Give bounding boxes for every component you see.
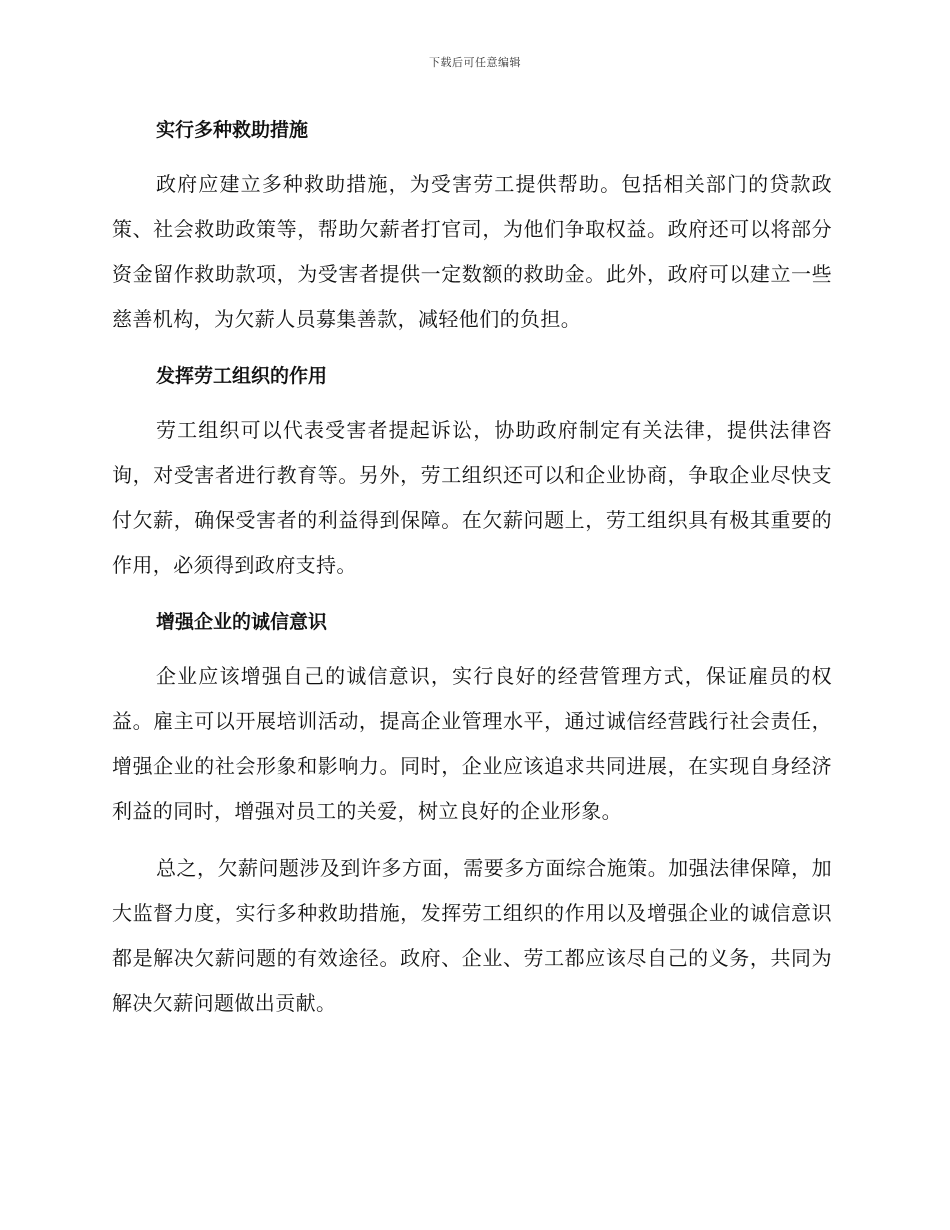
- section-paragraph-relief-measures: 政府应建立多种救助措施，为受害劳工提供帮助。包括相关部门的贷款政策、社会救助政策等，帮助欠薪者打官司，为他们争取权益。政府还可以将部分资金留作救助款项，为受害者提供一定数额的救助金。此外，政府可以建立一些慈善机构，为欠薪人员募集善款，减轻他们的负担。: [112, 172, 832, 331]
- conclusion-paragraph: 总之，欠薪问题涉及到许多方面，需要多方面综合施策。加强法律保障，加大监督力度，实行多种救助措施，发挥劳工组织的作用以及增强企业的诚信意识都是解决欠薪问题的有效途径。政府、企业、劳工都应该尽自己的义务，共同为解决欠薪问题做出贡献。: [112, 856, 832, 1015]
- document-body: [112, 108, 832, 1038]
- section-paragraph-corporate-integrity: 企业应该增强自己的诚信意识，实行良好的经营管理方式，保证雇员的权益。雇主可以开展培训活动，提高企业管理水平，通过诚信经营践行社会责任，增强企业的社会形象和影响力。同时，企业应该追求共同进展，在实现自身经济利益的同时，增强对员工的关爱，树立良好的企业形象。: [112, 664, 832, 823]
- page-header: 下载后可任意编辑: [429, 56, 521, 69]
- section-paragraph-labor-organizations: 劳工组织可以代表受害者提起诉讼，协助政府制定有关法律，提供法律咨询，对受害者进行教育等。另外，劳工组织还可以和企业协商，争取企业尽快支付欠薪，确保受害者的利益得到保障。在欠薪问题上，劳工组织具有极其重要的作用，必须得到政府支持。: [112, 418, 832, 577]
- section-heading-relief-measures: 实行多种救助措施: [156, 119, 309, 141]
- section-heading-corporate-integrity: 增强企业的诚信意识: [156, 611, 328, 633]
- section-heading-labor-organizations: 发挥劳工组织的作用: [156, 365, 328, 387]
